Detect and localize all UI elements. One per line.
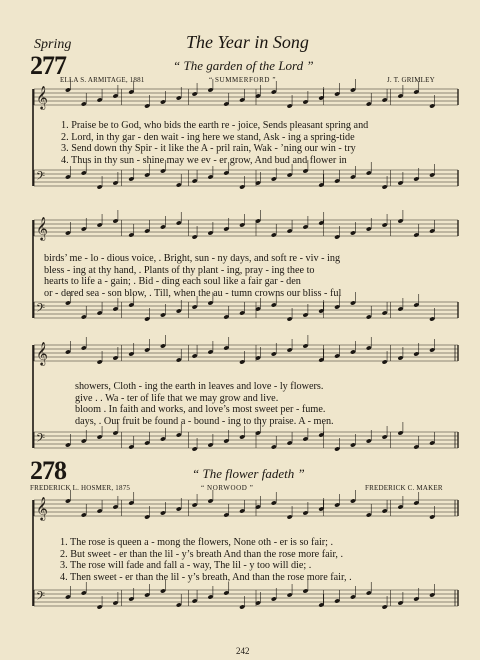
page-number: 242: [236, 646, 250, 656]
treble-clef-icon: 𝄞: [36, 216, 48, 240]
book-title: The Year in Song: [186, 32, 309, 52]
verse-line: 3. Send down thy Spir - it like the A - pril rain, Wak - ’ning our win - try: [61, 143, 356, 155]
lyrics-block: [60, 537, 352, 583]
verse-line: 3. The rose will fade and fall a - way, The lil - y too will die; .: [60, 560, 312, 572]
tune-name: “ NORWOOD ”: [201, 484, 254, 492]
verse-line: 4. Thus in thy sun - shine may we ev - er grow, And bud and flower in: [61, 154, 347, 166]
hymn-number: 278: [30, 456, 66, 485]
verse-line: hearts to life a - gain; . Bid - ding each soul like a fair gar - den: [44, 276, 301, 288]
bass-clef-icon: 𝄢: [36, 170, 46, 186]
treble-clef-icon: 𝄞: [36, 341, 48, 365]
verse-line: 2. But sweet - er than the lil - y’s breath And than the rose more fair, .: [60, 548, 344, 560]
verse-line: birds’ me - lo - dious voice, . Bright, sun - ny days, and soft re - viv - ing: [44, 253, 341, 264]
treble-clef-icon: 𝄞: [36, 85, 48, 109]
verse-line: days, . Our fruit be found a - bound - ing to thy praise. A - men.: [75, 415, 334, 427]
author-credit: FREDERICK L. HOSMER, 1875: [30, 484, 131, 492]
lyrics-block: [61, 120, 368, 166]
verse-line: bloom . In faith and works, and love’s most sweet per - fume.: [75, 404, 326, 416]
verse-line: 4. Then sweet - er than the lil - y’s breath, And than the rose more fair, .: [60, 571, 352, 583]
composer-credit: FREDERICK C. MAKER: [365, 484, 443, 492]
verse-line: bless - ing at thy hand, . Plants of thy plant - ing, pray - ing thee to: [44, 264, 315, 276]
treble-clef-icon: 𝄞: [36, 496, 48, 520]
verse-line: give . . Wa - ter of life that we may grow and live.: [75, 392, 279, 404]
verse-line: 2. Lord, in thy gar - den wait - ing here we stand, Ask - ing a spring-tide: [61, 131, 355, 143]
author-credit: ELLA S. ARMITAGE, 1881: [60, 76, 145, 84]
lyrics-block: [44, 253, 341, 299]
verse-line: or - dered sea - son blow, . Till, when the au - tumn crowns our bliss - ful: [44, 287, 342, 299]
verse-line: 1. The rose is queen a - mong the flowers, None oth - er is so fair; .: [60, 537, 334, 548]
bass-clef-icon: 𝄢: [36, 432, 46, 448]
composer-credit: J. T. GRIMLEY: [387, 76, 435, 84]
bass-clef-icon: 𝄢: [36, 302, 46, 318]
lyrics-block: [75, 381, 334, 427]
tune-name: “ SUMMERFORD ”: [209, 76, 277, 84]
hymn-number: 277: [30, 51, 66, 80]
bass-clef-icon: 𝄢: [36, 590, 46, 606]
verse-line: 1. Praise be to God, who bids the earth re - joice, Sends pleasant spring and: [61, 120, 369, 131]
hymn-title: “ The garden of the Lord ”: [173, 58, 314, 73]
section-label: Spring: [34, 37, 72, 52]
verse-line: showers, Cloth - ing the earth in leaves and love - ly flowers.: [75, 381, 324, 392]
hymn-title: “ The flower fadeth ”: [192, 466, 305, 481]
